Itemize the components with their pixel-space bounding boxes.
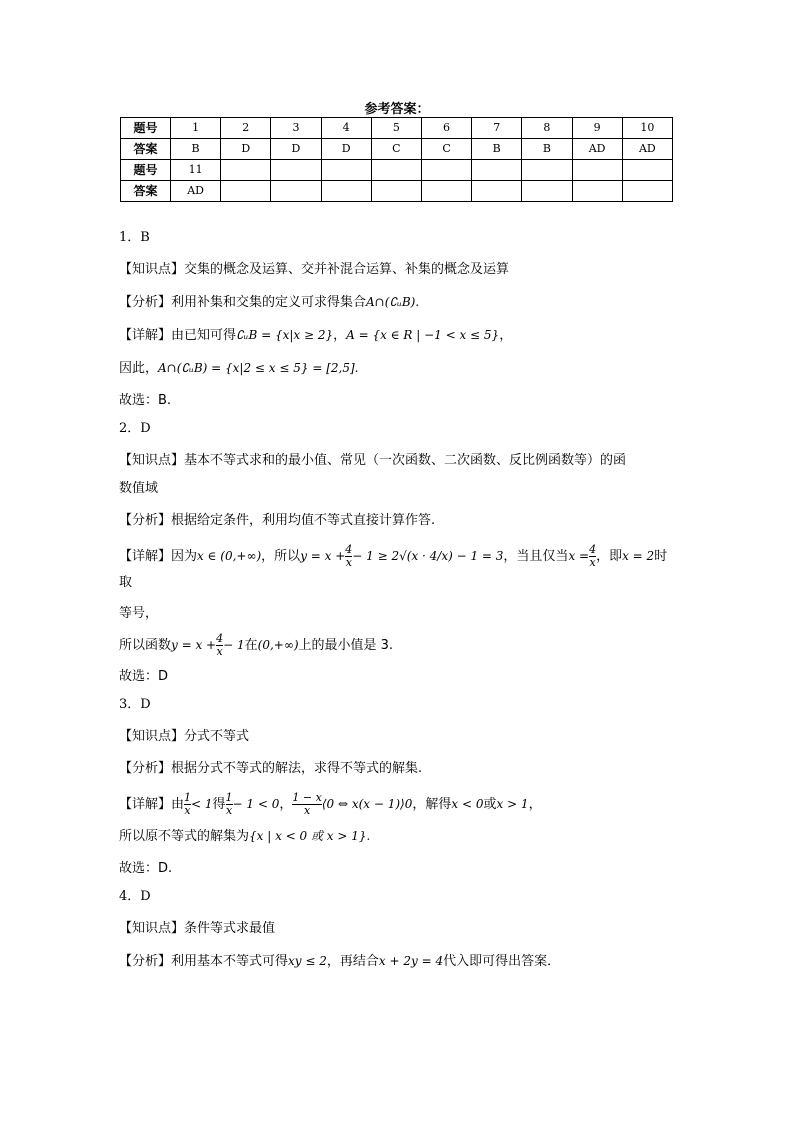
q4-analysis: 【分析】利用基本不等式可得xy ≤ 2，再结合x + 2y = 4代入即可得出答案． (119, 954, 561, 969)
table-cell: AD (171, 181, 221, 202)
table-cell: D (271, 139, 321, 160)
q1-heading: 1．B (119, 230, 150, 245)
table-cell: C (371, 139, 421, 160)
table-cell: C (421, 139, 471, 160)
table-cell (421, 181, 471, 202)
q3-heading: 3．D (119, 697, 151, 712)
table-cell (421, 160, 471, 181)
row-header-cell: 答案 (121, 139, 171, 160)
table-cell: 7 (472, 118, 522, 139)
table-cell (472, 181, 522, 202)
answer-table (120, 117, 673, 202)
q3-knowledge-point: 【知识点】分式不等式 (119, 729, 250, 744)
q1-detail: 【详解】由已知可得∁ᵤB = {x|x ≥ 2}，A = {x ∈ R | −1 < x ≤ 5}， (119, 328, 513, 343)
table-cell (371, 160, 421, 181)
table-cell: 11 (171, 160, 221, 181)
q2-detail-line2: 等号， (119, 606, 159, 621)
table-cell (271, 160, 321, 181)
table-cell: 1 (171, 118, 221, 139)
table-cell (321, 181, 371, 202)
q2-knowledge-point-line2: 数值域 (119, 481, 159, 496)
table-cell (622, 160, 672, 181)
table-cell: D (221, 139, 271, 160)
solutions (119, 228, 679, 972)
table-cell: 4 (321, 118, 371, 139)
table-cell: D (321, 139, 371, 160)
table-row (121, 139, 673, 160)
q1-therefore: 因此，A∩(∁ᵤB) = {x|2 ≤ x ≤ 5} = [2,5]. (119, 361, 359, 376)
page-title: 参考答案： (364, 102, 430, 117)
q2-analysis: 【分析】根据给定条件，利用均值不等式直接计算作答. (119, 513, 436, 528)
q3-analysis: 【分析】根据分式不等式的解法，求得不等式的解集. (119, 761, 423, 776)
q2-minimum: 所以函数y = x + $\frac{4}{x}$ − 1在(0,+∞)上的最小值是 3. (119, 632, 394, 658)
q4-knowledge-point: 【知识点】条件等式求最值 (119, 921, 276, 936)
table-cell (371, 181, 421, 202)
q3-solution-set: 所以原不等式的解集为{x | x < 0 或 x > 1}. (119, 829, 371, 844)
q2-detail: 【详解】因为x ∈ (0,+∞)，所以y = x + $\frac{4}{x}$ − 1 ≥ 2√(x · 4/x) − 1 = 3，当且仅当x = $\frac{4}{x}$ ，即x = 2时取 (119, 543, 668, 590)
table-cell: AD (622, 139, 672, 160)
table-cell: 2 (221, 118, 271, 139)
table-cell: B (171, 139, 221, 160)
fraction: $\frac{1}{x}$ (184, 791, 192, 817)
table-cell: 10 (622, 118, 672, 139)
table-row (121, 160, 673, 181)
table-cell (271, 181, 321, 202)
q4-heading: 4．D (119, 889, 151, 904)
q1-choice: 故选：B. (119, 393, 172, 408)
row-header-cell: 答案 (121, 181, 171, 202)
table-cell: AD (572, 139, 622, 160)
q2-knowledge-point-line1: 【知识点】基本不等式求和的最小值、常见（一次函数、二次函数、反比例函数等）的函 (119, 453, 627, 468)
row-header-cell: 题号 (121, 118, 171, 139)
table-cell: B (472, 139, 522, 160)
table-cell (522, 160, 572, 181)
q3-choice: 故选：D. (119, 861, 173, 876)
table-cell: 9 (572, 118, 622, 139)
table-cell (472, 160, 522, 181)
table-cell (572, 160, 622, 181)
table-cell (221, 160, 271, 181)
table-row (121, 118, 673, 139)
q1-analysis: 【分析】利用补集和交集的定义可求得集合A∩(∁ᵤB). (119, 295, 420, 310)
table-row (121, 181, 673, 202)
q1-knowledge-point: 【知识点】交集的概念及运算、交并补混合运算、补集的概念及运算 (119, 262, 510, 277)
fraction: $\frac{4}{x}$ (216, 632, 224, 658)
fraction: $\frac{4}{x}$ (589, 543, 597, 569)
fraction: $\frac{1 - x}{x}$ (292, 791, 322, 817)
q2-heading: 2．D (119, 421, 151, 436)
table-cell (572, 181, 622, 202)
q2-choice: 故选：D (119, 669, 169, 684)
table-cell: 5 (371, 118, 421, 139)
fraction: $\frac{4}{x}$ (345, 543, 353, 569)
fraction: $\frac{1}{x}$ (225, 791, 233, 817)
q3-detail: 【详解】由 $\frac{1}{x}$ < 1得 $\frac{1}{x}$ − 1 < 0， $\frac{1 - x}{x}$ ⟨0 ⇔ x(x − 1)⟩0，解得x < 0或x > 1， (119, 791, 542, 817)
table-cell (321, 160, 371, 181)
row-header-cell: 题号 (121, 160, 171, 181)
table-cell (622, 181, 672, 202)
table-cell (221, 181, 271, 202)
table-cell: 6 (421, 118, 471, 139)
table-cell: 3 (271, 118, 321, 139)
table-cell (522, 181, 572, 202)
table-cell: B (522, 139, 572, 160)
table-cell: 8 (522, 118, 572, 139)
